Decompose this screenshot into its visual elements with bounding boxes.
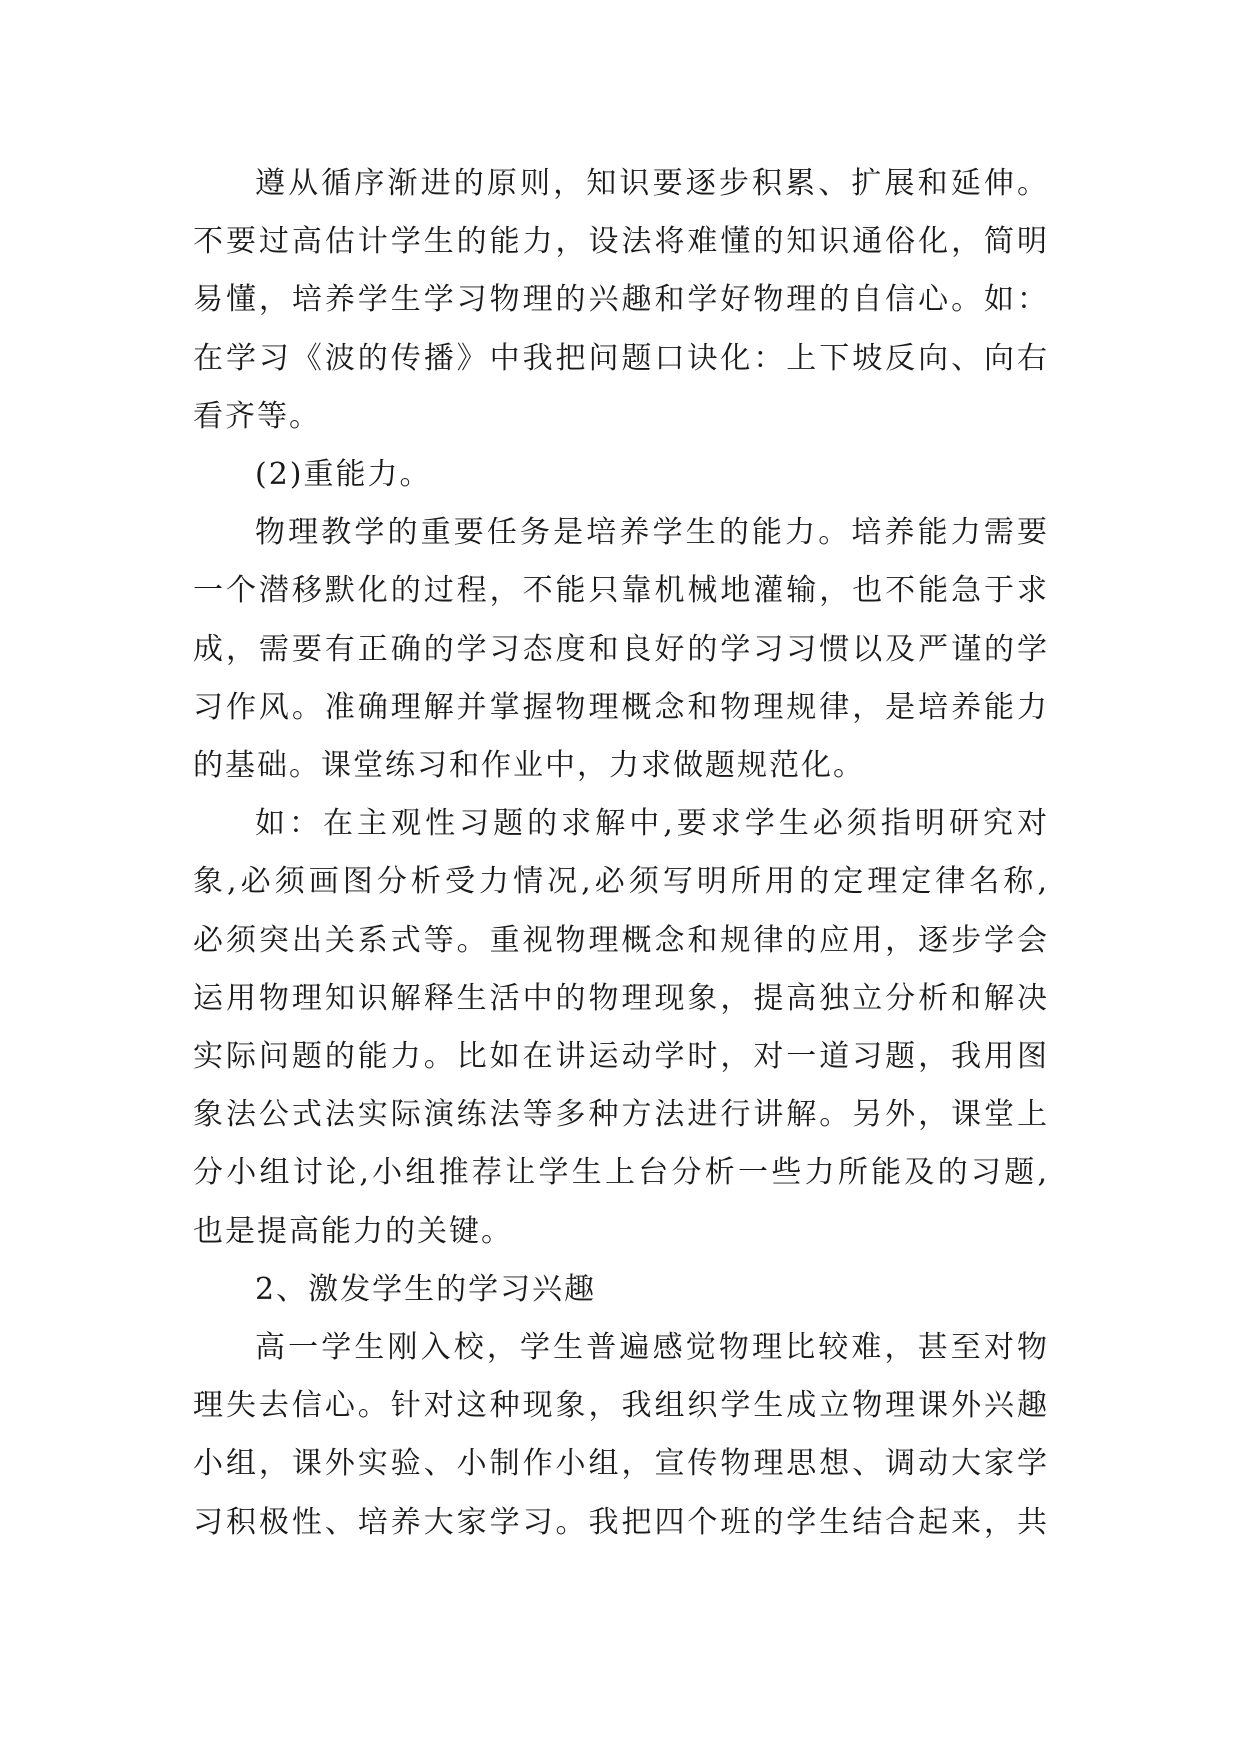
text-line: 遵从循序渐进的原则，知识要逐步积累、扩展和延伸。 [255, 166, 1049, 201]
text-line: 象法公式法实际演练法等多种方法进行讲解。另外，课堂上 [193, 1097, 1049, 1133]
text-line: 分小组讨论,小组推荐让学生上台分析一些力所能及的习题, [193, 1155, 1049, 1191]
text-line: 一个潜移默化的过程，不能只靠机械地灌输，也不能急于求 [193, 573, 1049, 609]
text-line: 易懂，培养学生学习物理的兴趣和学好物理的自信心。如： [193, 282, 1049, 318]
text-line: 习积极性、培养大家学习。我把四个班的学生结合起来，共 [193, 1504, 1049, 1540]
text-line: 象,必须画图分析受力情况,必须写明所用的定理定律名称, [193, 864, 1049, 900]
text-line: 理失去信心。针对这种现象，我组织学生成立物理课外兴趣 [193, 1388, 1049, 1424]
text-line: 的基础。课堂练习和作业中，力求做题规范化。 [193, 748, 865, 784]
text-line: 也是提高能力的关键。 [193, 1213, 513, 1249]
text-line: 成，需要有正确的学习态度和良好的学习习惯以及严谨的学 [193, 631, 1049, 667]
text-line: 不要过高估计学生的能力，设法将难懂的知识通俗化，简明 [193, 224, 1049, 260]
text-line: 必须突出关系式等。重视物理概念和规律的应用，逐步学会 [193, 922, 1049, 958]
text-line: 如：在主观性习题的求解中,要求学生必须指明研究对 [255, 806, 1049, 842]
text-line: (2)重能力。 [255, 457, 432, 493]
text-line: 在学习《波的传播》中我把问题口诀化：上下坡反向、向右 [193, 340, 1049, 376]
text-line: 小组，课外实验、小制作小组，宣传物理思想、调动大家学 [193, 1446, 1049, 1482]
text-line: 物理教学的重要任务是培养学生的能力。培养能力需要 [255, 515, 1049, 551]
text-line: 2、激发学生的学习兴趣 [255, 1271, 597, 1307]
text-line: 运用物理知识解释生活中的物理现象，提高独立分析和解决 [193, 980, 1049, 1016]
text-line: 习作风。准确理解并掌握物理概念和物理规律，是培养能力 [193, 689, 1049, 725]
text-line: 看齐等。 [193, 398, 321, 434]
text-line: 实际问题的能力。比如在讲运动学时，对一道习题，我用图 [193, 1039, 1049, 1075]
text-line: 高一学生刚入校，学生普遍感觉物理比较难，甚至对物 [255, 1330, 1049, 1366]
document-body [193, 155, 1049, 1552]
